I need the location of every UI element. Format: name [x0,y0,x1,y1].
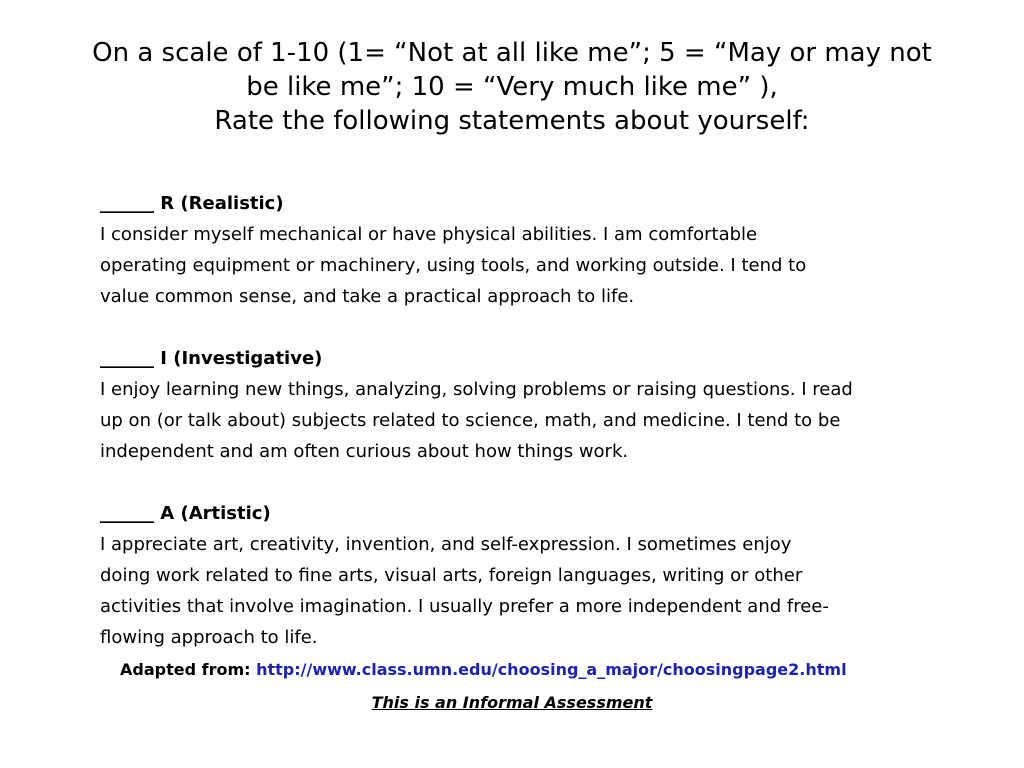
statement-realistic [100,188,980,312]
statements-list [100,188,980,653]
adapted-label: Adapted from: [120,660,251,679]
rating-blank: ______ [100,348,154,369]
statement-text: independent and am often curious about how things work. [100,441,629,462]
statement-text: I consider myself mechanical or have physical abilities. I am comfortable [100,224,758,245]
rating-row [100,188,980,219]
rating-blank: ______ [100,193,154,214]
source-citation [120,660,960,679]
title-line: be like me”; 10 = “Very much like me” ), [246,72,778,102]
statement-heading: I (Investigative) [160,348,323,369]
statement-investigative [100,343,980,467]
statement-text: doing work related to fine arts, visual arts, foreign languages, writing or other [100,565,803,586]
statement-text: up on (or talk about) subjects related to science, math, and medicine. I tend to be [100,410,841,431]
statement-text: flowing approach to life. [100,627,318,648]
title-line: Rate the following statements about yourself: [214,106,810,136]
statement-text: activities that involve imagination. I usually prefer a more independent and free- [100,596,829,617]
rating-row [100,498,980,529]
source-link[interactable]: http://www.class.umn.edu/choosing_a_major/choosingpage2.html [256,660,847,679]
statement-text: value common sense, and take a practical approach to life. [100,286,635,307]
page-title [40,36,984,138]
statement-text: I enjoy learning new things, analyzing, solving problems or raising questions. I read [100,379,853,400]
rating-blank: ______ [100,503,154,524]
statement-artistic [100,498,980,653]
rating-row [100,343,980,374]
statement-heading: A (Artistic) [160,503,271,524]
statement-text: operating equipment or machinery, using tools, and working outside. I tend to [100,255,807,276]
statement-heading: R (Realistic) [160,193,284,214]
title-line: On a scale of 1-10 (1= “Not at all like me”; 5 = “May or may not [92,38,932,68]
statement-text: I appreciate art, creativity, invention, and self-expression. I sometimes enjoy [100,534,792,555]
informal-assessment-note: This is an Informal Assessment [371,693,653,712]
